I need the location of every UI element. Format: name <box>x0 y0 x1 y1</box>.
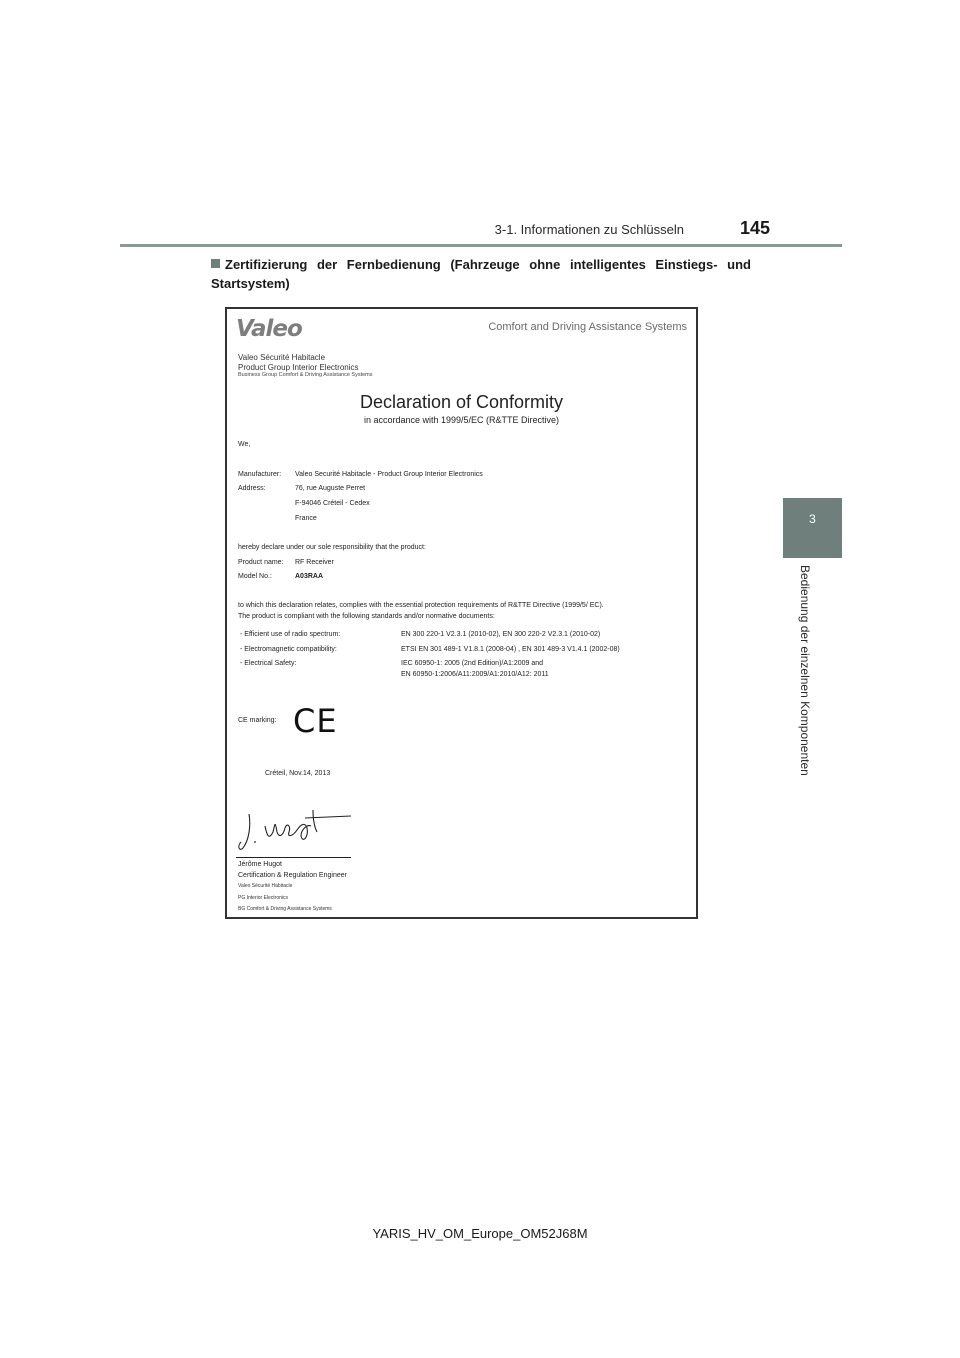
cert-we: We, <box>238 441 251 448</box>
address-line-1: 76, rue Auguste Perret <box>295 485 366 492</box>
standard-label: - Efficient use of radio spectrum: <box>240 631 341 638</box>
page-number: 145 <box>740 218 771 238</box>
ce-marking-label: CE marking: <box>238 717 277 724</box>
signer-name: Jérôme Hugot <box>238 861 282 868</box>
signer-org-3: BG Comfort & Driving Assistance Systems <box>238 906 332 912</box>
address-line-3: France <box>295 515 317 522</box>
standard-value: EN 300 220-1 V2.3.1 (2010-02), EN 300 220-2 V2.3.1 (2010-02) <box>401 631 601 638</box>
model-label: Model No.: <box>238 573 272 580</box>
standard-label: - Electrical Safety: <box>240 660 297 667</box>
manufacturer-value: Valeo Securité Habitacle - Product Group Interior Electronics <box>295 471 483 478</box>
product-label: Product name: <box>238 559 284 566</box>
standard-label: - Electromagnetic compatibility: <box>240 646 337 653</box>
running-header-title: 3-1. Informationen zu Schlüsseln <box>494 222 684 237</box>
signature-line <box>236 857 351 858</box>
ce-mark: CE <box>293 702 338 740</box>
signer-title: Certification & Regulation Engineer <box>238 872 347 879</box>
valeo-logo: Valeo <box>236 316 302 342</box>
header-divider <box>120 244 842 247</box>
chapter-number: 3 <box>809 512 816 526</box>
section-heading-text: Zertifizierung der Fernbedienung (Fahrzeuge ohne intelligentes Einstiegs- und Startsystem) <box>211 257 751 291</box>
cert-tagline: Comfort and Driving Assistance Systems <box>488 321 687 333</box>
cert-org-line-2: Product Group Interior Electronics <box>238 363 359 372</box>
standard-value: IEC 60950-1: 2005 (2nd Edition)/A1:2009 and <box>401 660 544 667</box>
signer-org-1: Valeo Sécurité Habitacle <box>238 883 293 889</box>
cert-org-line-1: Valeo Sécurité Habitacle <box>238 353 326 362</box>
square-bullet-icon <box>211 259 220 268</box>
place-date: Créteil, Nov.14, 2013 <box>265 770 331 777</box>
section-heading <box>211 255 751 293</box>
certificate-box <box>225 307 698 919</box>
signature-image <box>235 806 353 854</box>
address-line-2: F-94046 Créteil - Cedex <box>295 500 370 507</box>
standard-value: ETSI EN 301 489-1 V1.8.1 (2008-04) , EN 301 489-3 V1.4.1 (2002-08) <box>401 646 620 653</box>
cert-subtitle: in accordance with 1999/5/EC (R&TTE Directive) <box>363 415 560 425</box>
model-value: A03RAA <box>295 573 324 580</box>
chapter-tab <box>783 498 842 558</box>
compliance-line-2: The product is compliant with the following standards and/or normative documents: <box>238 613 495 620</box>
cert-title: Declaration of Conformity <box>359 392 564 412</box>
chapter-side-label: Bedienung der einzelnen Komponenten <box>798 565 812 776</box>
manufacturer-label: Manufacturer: <box>238 471 282 478</box>
declare-text: hereby declare under our sole responsibility that the product: <box>238 544 426 551</box>
signer-org-2: PG Interior Electronics <box>238 895 289 901</box>
footer-document-code: YARIS_HV_OM_Europe_OM52J68M <box>372 1226 588 1241</box>
product-value: RF Receiver <box>295 559 334 566</box>
compliance-line-1: to which this declaration relates, complies with the essential protection requirements of R&TTE Directive (1999/5/ EC). <box>238 602 604 609</box>
cert-org-line-3: Business Group Comfort & Driving Assistance Systems <box>238 372 373 378</box>
standard-value-continued: EN 60950-1:2006/A11:2009/A1:2010/A12: 2011 <box>401 671 549 678</box>
address-label: Address: <box>238 485 266 492</box>
